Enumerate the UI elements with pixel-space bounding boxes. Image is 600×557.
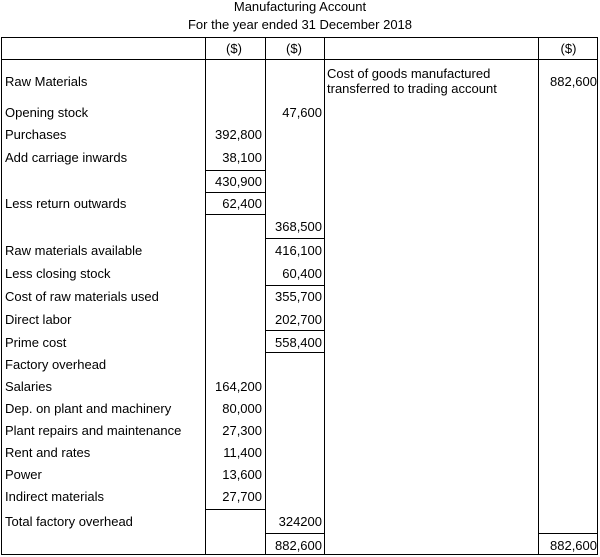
col-rule-3 [324,37,325,555]
header-rule [1,59,598,60]
net-purchases-value: 368,500 [275,219,322,234]
debit-total: 882,600 [275,538,322,553]
account-period: For the year ended 31 December 2018 [187,17,413,32]
c2-rule-d [265,352,324,353]
raw-used-label: Cost of raw materials used [5,289,159,304]
overhead-value: 27,300 [222,423,262,438]
total-overhead-value: 324200 [278,514,322,529]
overhead-value: 13,600 [222,467,262,482]
total-overhead-label: Total factory overhead [5,514,133,529]
overhead-value: 27,700 [222,489,262,504]
col-header-1: ($) [226,41,242,56]
closing-stock-label: Less closing stock [5,266,111,281]
overhead-label: Indirect materials [5,489,104,504]
account-title: Manufacturing Account [233,0,367,14]
overhead-label: Power [5,467,42,482]
purchases-subtotal: 430,900 [215,174,262,189]
carriage-value: 38,100 [222,150,262,165]
factory-overhead-heading: Factory overhead [5,357,107,372]
overhead-value: 164,200 [215,379,262,394]
c2-rule-e [265,533,324,534]
overhead-value: 80,000 [222,401,262,416]
available-value: 416,100 [275,243,322,258]
col-header-2: ($) [286,41,302,56]
cogm-label: Cost of goods manufactured transferred to trading account [327,66,497,96]
c2-rule-c [265,330,324,331]
overhead-label: Dep. on plant and machinery [5,401,172,416]
col-header-4: ($) [560,41,577,56]
opening-stock-label: Opening stock [5,105,89,120]
overhead-label: Rent and rates [5,445,91,460]
returns-value: 62,400 [222,196,262,211]
available-label: Raw materials available [5,243,143,258]
c1-rule-a [205,170,265,171]
c1-rule-d [205,509,265,510]
raw-used-value: 355,700 [275,289,322,304]
returns-label: Less return outwards [5,196,127,211]
overhead-label: Salaries [5,379,52,394]
raw-materials-heading: Raw Materials [5,74,88,89]
col-rule-4 [538,37,539,555]
closing-stock-value: 60,400 [282,266,322,281]
overhead-value: 11,400 [223,445,262,460]
c1-rule-c [205,214,265,215]
opening-stock-value: 47,600 [282,105,322,120]
credit-total: 882,600 [550,538,597,553]
cogm-value: 882,600 [550,74,597,89]
direct-labor-value: 202,700 [275,312,322,327]
carriage-label: Add carriage inwards [5,150,128,165]
direct-labor-label: Direct labor [5,312,72,327]
c4-rule [538,533,598,534]
c2-rule-a [265,238,324,239]
purchases-value: 392,800 [215,127,262,142]
overhead-label: Plant repairs and maintenance [5,423,182,438]
c2-rule-b [265,285,324,286]
prime-cost-label: Prime cost [5,335,67,350]
purchases-label: Purchases [5,127,67,142]
prime-cost-value: 558,400 [275,335,322,350]
c1-rule-b [205,192,265,193]
